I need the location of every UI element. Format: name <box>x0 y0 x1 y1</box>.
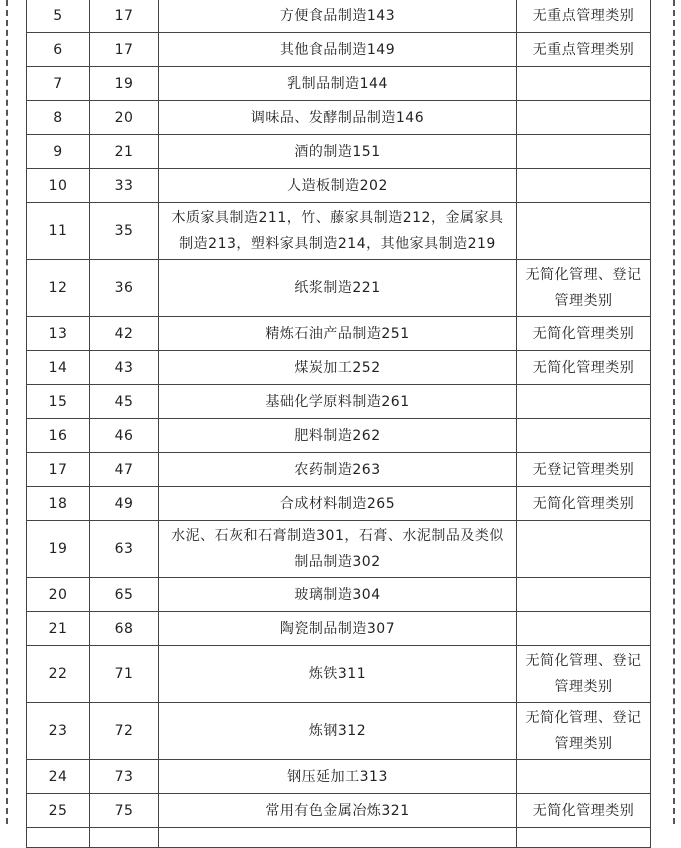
remark-cell <box>517 578 651 612</box>
industry-name-cell: 其他食品制造149 <box>159 33 517 67</box>
remark-cell <box>517 101 651 135</box>
table-body <box>27 0 651 848</box>
table-row <box>27 260 651 317</box>
industry-name-cell: 基础化学原料制造261 <box>159 385 517 419</box>
table-row <box>27 794 651 828</box>
table-row <box>27 453 651 487</box>
remark-cell <box>517 135 651 169</box>
industry-name-cell: 煤炭加工252 <box>159 351 517 385</box>
remark-cell: 无简化管理类别 <box>517 794 651 828</box>
industry-name-cell: 钢压延加工313 <box>159 760 517 794</box>
industry-name-cell: 水泥、石灰和石膏制造301，石膏、水泥制品及类似制品制造302 <box>159 521 517 578</box>
row-number-cell <box>27 828 90 848</box>
row-number-cell: 23 <box>27 703 90 760</box>
industry-name-cell: 人造板制造202 <box>159 169 517 203</box>
category-code-cell: 19 <box>90 67 159 101</box>
row-number-cell: 12 <box>27 260 90 317</box>
remark-cell: 无简化管理、登记管理类别 <box>517 703 651 760</box>
table-row <box>27 578 651 612</box>
row-number-cell: 13 <box>27 317 90 351</box>
remark-cell <box>517 612 651 646</box>
row-number-cell: 9 <box>27 135 90 169</box>
category-code-cell: 73 <box>90 760 159 794</box>
category-code-cell: 42 <box>90 317 159 351</box>
table-row <box>27 169 651 203</box>
remark-cell: 无重点管理类别 <box>517 0 651 33</box>
row-number-cell: 10 <box>27 169 90 203</box>
remark-cell: 无简化管理、登记管理类别 <box>517 646 651 703</box>
row-number-cell: 25 <box>27 794 90 828</box>
remark-cell <box>517 385 651 419</box>
table-row <box>27 612 651 646</box>
category-code-cell: 68 <box>90 612 159 646</box>
remark-cell <box>517 760 651 794</box>
industry-table <box>26 0 651 848</box>
row-number-cell: 7 <box>27 67 90 101</box>
remark-cell <box>517 828 651 848</box>
remark-cell: 无简化管理类别 <box>517 487 651 521</box>
category-code-cell: 45 <box>90 385 159 419</box>
row-number-cell: 14 <box>27 351 90 385</box>
table-row <box>27 703 651 760</box>
category-code-cell: 72 <box>90 703 159 760</box>
remark-cell <box>517 169 651 203</box>
row-number-cell: 17 <box>27 453 90 487</box>
industry-name-cell: 纸浆制造221 <box>159 260 517 317</box>
row-number-cell: 6 <box>27 33 90 67</box>
industry-name-cell: 陶瓷制品制造307 <box>159 612 517 646</box>
row-number-cell: 5 <box>27 0 90 33</box>
table-row <box>27 828 651 848</box>
category-code-cell: 33 <box>90 169 159 203</box>
industry-name-cell: 肥料制造262 <box>159 419 517 453</box>
row-number-cell: 22 <box>27 646 90 703</box>
category-code-cell: 75 <box>90 794 159 828</box>
category-code-cell: 20 <box>90 101 159 135</box>
category-code-cell: 65 <box>90 578 159 612</box>
table-row <box>27 419 651 453</box>
industry-name-cell: 炼铁311 <box>159 646 517 703</box>
table-row <box>27 385 651 419</box>
industry-name-cell: 玻璃制造304 <box>159 578 517 612</box>
remark-cell: 无简化管理、登记管理类别 <box>517 260 651 317</box>
table-row <box>27 101 651 135</box>
remark-cell: 无登记管理类别 <box>517 453 651 487</box>
table-row <box>27 487 651 521</box>
row-number-cell: 16 <box>27 419 90 453</box>
table-row <box>27 203 651 260</box>
category-code-cell: 17 <box>90 33 159 67</box>
category-code-cell: 71 <box>90 646 159 703</box>
industry-name-cell: 农药制造263 <box>159 453 517 487</box>
table-row <box>27 33 651 67</box>
category-code-cell: 35 <box>90 203 159 260</box>
remark-cell: 无重点管理类别 <box>517 33 651 67</box>
category-code-cell: 63 <box>90 521 159 578</box>
category-code-cell: 43 <box>90 351 159 385</box>
table-row <box>27 521 651 578</box>
remark-cell: 无简化管理类别 <box>517 317 651 351</box>
remark-cell <box>517 419 651 453</box>
industry-name-cell: 精炼石油产品制造251 <box>159 317 517 351</box>
category-code-cell: 21 <box>90 135 159 169</box>
table-row <box>27 317 651 351</box>
industry-name-cell: 乳制品制造144 <box>159 67 517 101</box>
row-number-cell: 11 <box>27 203 90 260</box>
table-row <box>27 351 651 385</box>
remark-cell <box>517 203 651 260</box>
remark-cell <box>517 521 651 578</box>
table-row <box>27 760 651 794</box>
industry-name-cell: 炼钢312 <box>159 703 517 760</box>
industry-name-cell: 酒的制造151 <box>159 135 517 169</box>
row-number-cell: 19 <box>27 521 90 578</box>
industry-name-cell: 合成材料制造265 <box>159 487 517 521</box>
row-number-cell: 18 <box>27 487 90 521</box>
remark-cell: 无简化管理类别 <box>517 351 651 385</box>
row-number-cell: 21 <box>27 612 90 646</box>
category-code-cell: 47 <box>90 453 159 487</box>
row-number-cell: 20 <box>27 578 90 612</box>
industry-name-cell: 调味品、发酵制品制造146 <box>159 101 517 135</box>
table-row <box>27 135 651 169</box>
category-code-cell: 49 <box>90 487 159 521</box>
category-code-cell: 46 <box>90 419 159 453</box>
row-number-cell: 15 <box>27 385 90 419</box>
category-code-cell <box>90 828 159 848</box>
row-number-cell: 24 <box>27 760 90 794</box>
table-row <box>27 0 651 33</box>
table-row <box>27 67 651 101</box>
category-code-cell: 17 <box>90 0 159 33</box>
page-border-left <box>6 0 8 824</box>
industry-name-cell: 方便食品制造143 <box>159 0 517 33</box>
table-row <box>27 646 651 703</box>
industry-name-cell <box>159 828 517 848</box>
industry-name-cell: 木质家具制造211，竹、藤家具制造212，金属家具制造213，塑料家具制造214，其他家具制造219 <box>159 203 517 260</box>
row-number-cell: 8 <box>27 101 90 135</box>
remark-cell <box>517 67 651 101</box>
category-code-cell: 36 <box>90 260 159 317</box>
page-border-right <box>673 0 675 824</box>
industry-name-cell: 常用有色金属冶炼321 <box>159 794 517 828</box>
